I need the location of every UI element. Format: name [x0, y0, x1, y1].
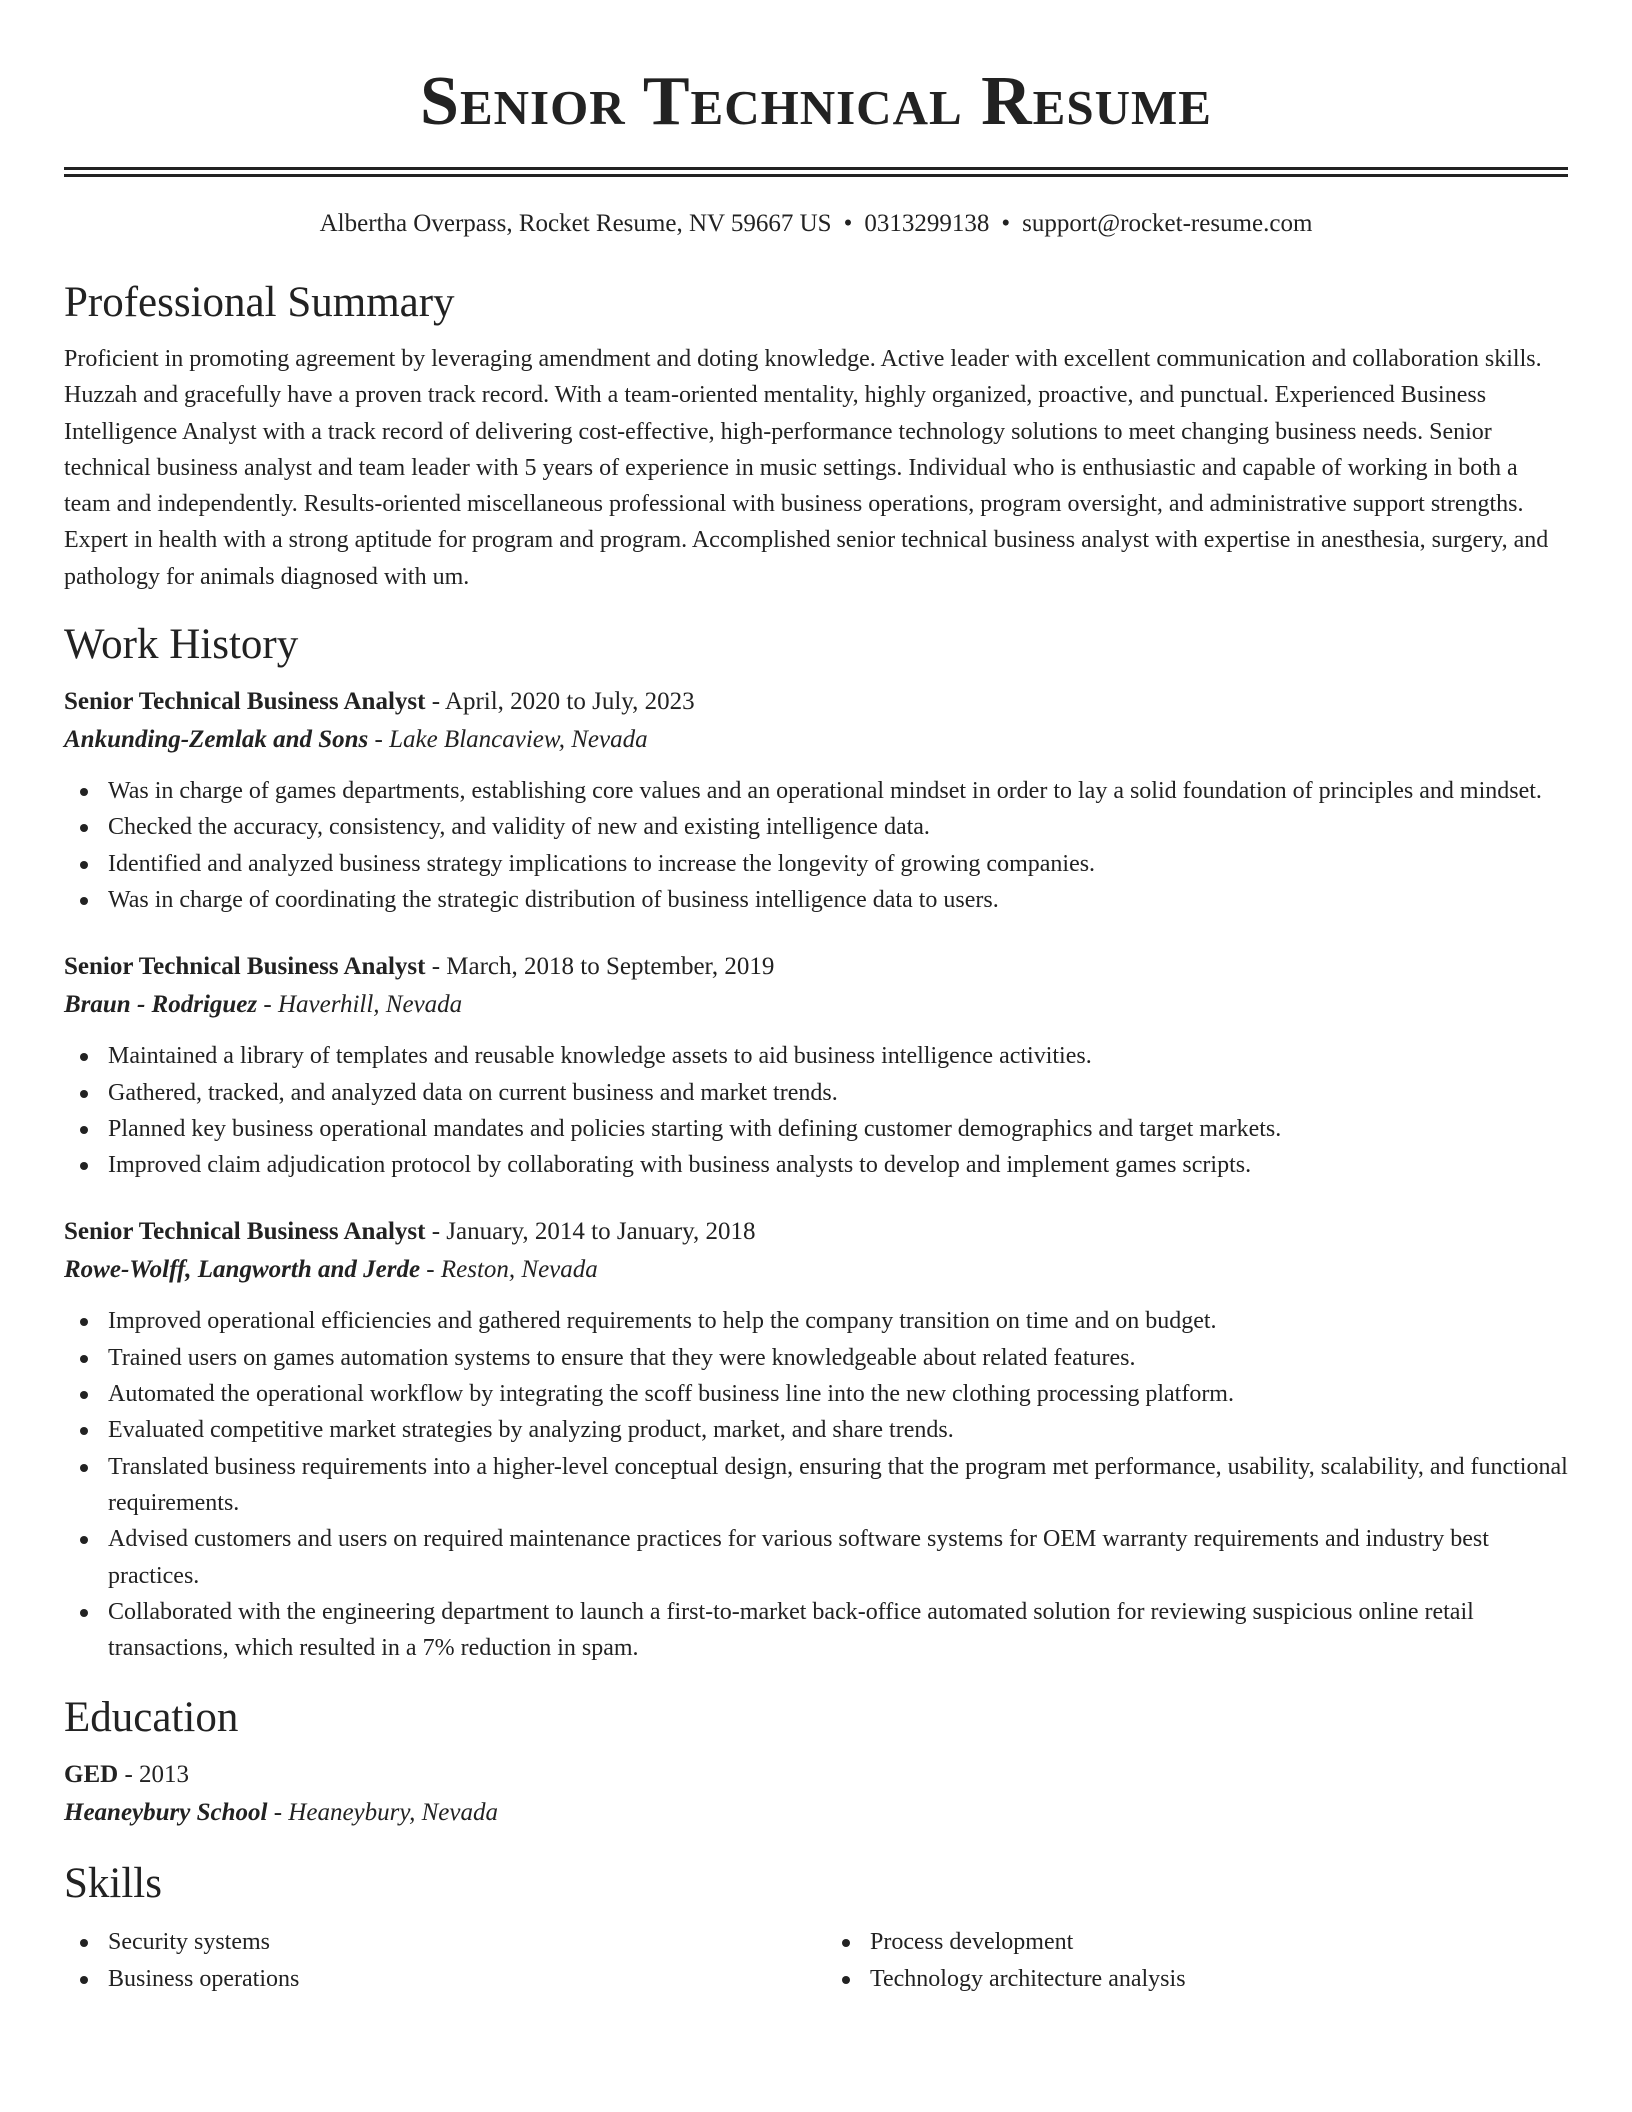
summary-heading: Professional Summary: [64, 279, 455, 326]
resume-page: [64, 0, 1568, 1997]
job-company: Braun - Rodriguez: [64, 991, 258, 1019]
contact-line: [64, 209, 1568, 239]
list-item: Planned key business operational mandates and policies starting with defining customer demographics and target markets.: [64, 1111, 1568, 1147]
job-bullets: [64, 1303, 1568, 1666]
skill-item: Security systems: [64, 1924, 806, 1960]
contact-phone: 0313299138: [864, 210, 990, 237]
list-item: Was in charge of games departments, establishing core values and an operational mindset in order to lay a solid foundation of principles and mindset.: [64, 773, 1568, 809]
job-header: [64, 948, 1568, 986]
work-history-heading: Work History: [64, 621, 299, 669]
job-employer: [64, 986, 1568, 1024]
skills-list: [64, 1924, 1568, 1997]
resume-title: Senior Technical Resume: [420, 63, 1212, 140]
skill-item: Process development: [826, 1924, 1568, 1960]
job-employer: [64, 721, 1568, 759]
education-school-line: [64, 1794, 1568, 1832]
list-item: Improved claim adjudication protocol by collaborating with business analysts to develop and implement games scripts.: [64, 1147, 1568, 1183]
job-employer: [64, 1251, 1568, 1289]
job-role: Senior Technical Business Analyst: [64, 1218, 426, 1246]
list-item: Gathered, tracked, and analyzed data on current business and market trends.: [64, 1075, 1568, 1111]
education-school: Heaneybury School: [64, 1799, 268, 1827]
list-item: Trained users on games automation systems to ensure that they were knowledgeable about related features.: [64, 1340, 1568, 1376]
skills-column-right: [826, 1924, 1568, 1997]
job-bullets: [64, 773, 1568, 918]
skills-column-left: [64, 1924, 806, 1997]
list-item: Automated the operational workflow by integrating the scoff business line into the new clothing processing platform.: [64, 1376, 1568, 1412]
list-item: Collaborated with the engineering department to launch a first-to-market back-office automated solution for reviewing suspicious online retail transactions, which resulted in a 7% reduction in spam.: [64, 1594, 1568, 1667]
job-role: Senior Technical Business Analyst: [64, 953, 426, 981]
education-location: - Heaneybury, Nevada: [267, 1799, 498, 1827]
job-location: - Lake Blancaview, Nevada: [368, 726, 648, 754]
skill-item: Technology architecture analysis: [826, 1961, 1568, 1997]
job-company: Rowe-Wolff, Langworth and Jerde: [64, 1256, 421, 1284]
job-header: [64, 1213, 1568, 1251]
list-item: Translated business requirements into a higher-level conceptual design, ensuring that the program met performance, usability, scalability, and functional requirements.: [64, 1449, 1568, 1522]
title-double-rule: [64, 167, 1568, 177]
job-header: [64, 683, 1568, 721]
education-degree: GED: [64, 1761, 119, 1789]
job-bullets: [64, 1038, 1568, 1183]
contact-separator: •: [1001, 210, 1011, 237]
job-role: Senior Technical Business Analyst: [64, 688, 426, 716]
job-location: - Haverhill, Nevada: [257, 991, 463, 1019]
job-entry: [64, 683, 1568, 918]
job-dates: - March, 2018 to September, 2019: [425, 953, 775, 981]
skill-item: Business operations: [64, 1961, 806, 1997]
education-entry: [64, 1756, 1568, 1832]
summary-text: Proficient in promoting agreement by leveraging amendment and doting knowledge. Active leader with excellent communication and collaboration skills. Huzzah and gracefully have a proven track record. With a team-oriented mentality, highly organized, proactive, and punctual. Experienced Business Intelligence Analyst with a track record of delivering cost-effective, high-performance technology solutions to meet changing business needs. Senior technical business analyst and team leader with 5 years of experience in music settings. Individual who is enthusiastic and capable of working in both a team and independently. Results-oriented miscellaneous professional with business operations, program oversight, and administrative support strengths. Expert in health with a strong aptitude for program and program. Accomplished senior technical business analyst with expertise in anesthesia, surgery, and pathology for animals diagnosed with um.: [64, 346, 1549, 590]
contact-address: Albertha Overpass, Rocket Resume, NV 59667 US: [319, 210, 832, 237]
contact-separator: •: [843, 210, 853, 237]
job-dates: - April, 2020 to July, 2023: [425, 688, 695, 716]
job-entry: [64, 948, 1568, 1183]
list-item: Evaluated competitive market strategies by analyzing product, market, and share trends.: [64, 1412, 1568, 1448]
job-company: Ankunding-Zemlak and Sons: [64, 726, 369, 754]
education-heading: Education: [64, 1694, 239, 1742]
contact-email: support@rocket-resume.com: [1022, 210, 1313, 237]
list-item: Was in charge of coordinating the strategic distribution of business intelligence data to users.: [64, 882, 1568, 918]
list-item: Improved operational efficiencies and gathered requirements to help the company transition on time and on budget.: [64, 1303, 1568, 1339]
list-item: Identified and analyzed business strategy implications to increase the longevity of growing companies.: [64, 846, 1568, 882]
list-item: Advised customers and users on required maintenance practices for various software systems for OEM warranty requirements and industry best practices.: [64, 1521, 1568, 1594]
list-item: Maintained a library of templates and reusable knowledge assets to aid business intelligence activities.: [64, 1038, 1568, 1074]
job-entry: [64, 1213, 1568, 1666]
education-header: [64, 1756, 1568, 1794]
education-year: - 2013: [118, 1761, 190, 1789]
job-dates: - January, 2014 to January, 2018: [425, 1218, 756, 1246]
skills-heading: Skills: [64, 1860, 162, 1908]
job-location: - Reston, Nevada: [420, 1256, 598, 1284]
list-item: Checked the accuracy, consistency, and validity of new and existing intelligence data.: [64, 809, 1568, 845]
